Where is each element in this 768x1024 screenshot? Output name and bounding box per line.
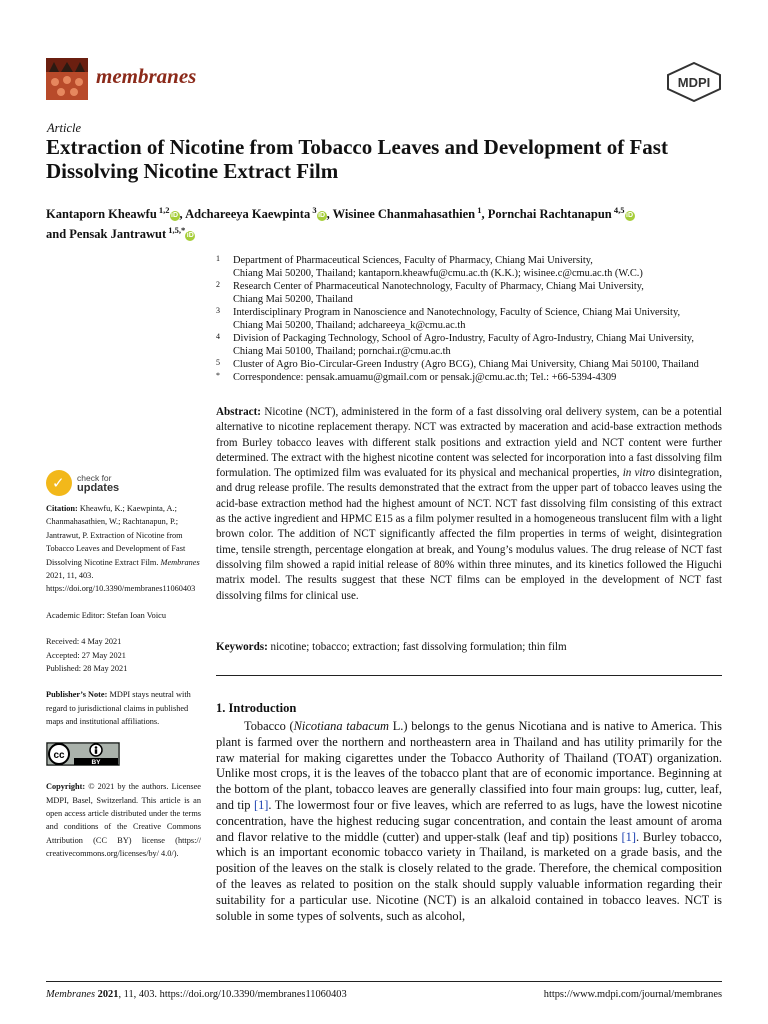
copyright-text: © 2021 by the authors. Licensee MDPI, Basel, Switzerland. This article is an open access article distributed under the terms and conditions of the Creative Commons Attribution (CC BY) license (https:// creativecommons.org/licenses/by/ 4.0/). [46,782,201,859]
author[interactable] [69,227,195,241]
author-affiliation-marker: 3 [310,205,317,215]
intro-text-3: . The lowermost four or five leaves, which are referred to as lugs, have the lowest nicotine concentration, have the highest reducing sugar concentration, and contain the least amount of aroma and flavor relative to the middle (cutter) and upper-stalk (leaf and tip) positions [216,797,723,844]
published-date: Published: 28 May 2021 [46,664,128,674]
check-updates-line2: updates [77,482,120,494]
intro-text-1: Tobacco ( [244,719,294,733]
accepted-date: Accepted: 27 May 2021 [46,650,126,660]
footer-divider [46,981,722,982]
citation-link-1[interactable]: [1] [253,797,269,812]
publisher-note [46,688,201,728]
cc-by-label: BY [91,758,101,766]
affiliation-item [216,332,726,358]
affiliation-number: * [216,371,220,380]
article-type: Article [47,121,82,135]
author-name: Adchareeya Kaewpinta [185,207,311,222]
citation-text: Kheawfu, K.; Kaewpinta, A.; Chanmahasathien, W.; Rachtanapun, P.; Jantrawut, P. Extraction of Nicotine from Tobacco Leaves and Development of Fast Dissolving Nicotine Extract Film. [46,504,186,567]
affiliation-number: 1 [216,254,220,263]
affiliation-line: Division of Packaging Technology, School of Agro-Industry, Faculty of Agro-Industry, Chiang Mai University, [233,333,695,344]
copyright-block [46,780,201,860]
author-name: Kantaporn Kheawfu [46,207,157,222]
affiliation-line: Chiang Mai 50200, Thailand; kantaporn.kheawfu@cmu.ac.th (K.K.); wisinee.c@cmu.ac.th (W.C.) [233,268,643,279]
section-divider [216,675,722,676]
author-name: Pensak Jantrawut [69,227,167,242]
affiliation-line: Department of Pharmaceutical Sciences, Faculty of Pharmacy, Chiang Mai University, [233,255,593,266]
citation-journal: Membranes [160,557,200,567]
affiliation-line: Interdisciplinary Program in Nanoscience and Nanotechnology, Faculty of Science, Chiang Mai University, [233,307,681,318]
author-affiliation-marker: 1 [475,205,482,215]
affiliations [216,254,726,384]
keywords-text: nicotine; tobacco; extraction; fast dissolving formulation; thin film [267,641,567,653]
citation-doi[interactable]: 2021, 11, 403. https://doi.org/10.3390/membranes11060403 [46,571,196,594]
abstract-text: Nicotine (NCT), administered in the form of a fast dissolving oral delivery system, can be a potential alternative to nicotine replacement therapy. NCT was extracted by maceration and acid-base extraction methods from Burley tobacco leaves with different stalk positions and extraction yield and NCT content were further determined. The extract with the highest nicotine content was selected for incorporation into a fast dissolving film formulation. The optimized film was evaluated for its physical and mechanical properties, [216,406,722,480]
check-updates-line1: check for [77,473,112,483]
orcid-icon[interactable]: iD [626,212,633,220]
affiliation-number: 4 [216,332,220,341]
affiliation-item [216,358,726,371]
keywords [216,641,722,653]
abstract-italic: in vitro [622,467,656,480]
author[interactable] [185,207,327,221]
article-info-sidebar [46,502,201,874]
author-affiliation-marker: 1,5,* [166,225,186,236]
affiliation-item [216,280,726,306]
intro-species: Nicotiana tabacum [293,719,389,733]
affiliation-line: Correspondence: pensak.amuamu@gmail.com or pensak.j@cmu.ac.th; Tel.: +66-5394-4309 [233,372,617,383]
intro-text-2: L.) belongs to the genus Nicotiana and is native to America. This plant is farmed over the northern and northeastern area in Thailand and has utility primarily for the raw material for making cigarettes under the Tobacco Authority of Thailand (TOAT) organization. Unlike most crops, it is the leaves of the tobacco plant that are of economic importance. Beginning at the bottom of the plant, tobacco leaves are generally classified into four main groups: lug, cutter, leaf, and tip [216,719,723,812]
dates-block [46,635,201,675]
author-name: Pornchai Rachtanapun [487,207,612,222]
intro-text-4: . Burley tobacco, which is an important economic tobacco variety in Thailand, is marketed on a grade basis, and the position of the leaves on the stalk is closely related to the grade. Therefore, the chemical composition of the leaves as related to position on the stalk should supply valuable information regarding their suitability for a particular use. Nicotine (NCT) is an alkaloid contained in tobacco leaves. NCT is soluble in some types of solvents, such as alcohol, [216,829,722,923]
mdpi-logo-text: MDPI [677,75,711,90]
journal-logo [46,58,88,100]
affiliation-line: Chiang Mai 50200, Thailand [233,294,353,305]
publisher-note-text: MDPI stays neutral with regard to jurisdictional claims in published maps and institutional affiliations. [46,690,191,727]
footer-citation [46,989,347,1000]
affiliation-item [216,371,726,384]
affiliation-item [216,254,726,280]
publisher-note-label: Publisher’s Note: [46,690,108,700]
citation-link-2[interactable]: [1] [621,829,636,844]
footer-journal-url[interactable]: https://www.mdpi.com/journal/membranes [543,989,722,1000]
author-list: Kantaporn Kheawfu $^{1,2}$iD , Adchareeya Kaewpinta $^3$iD , Wisinee Chanmahasathien $^1$, Pornchai Rachtanapun $^{4,5}$iD and Pensak Jantrawut $^{1,5,*}$iD [46,205,633,242]
abstract [216,405,722,604]
checkmark-icon: ✓ [52,474,65,492]
introduction-text [216,719,722,924]
affiliation-item [216,306,726,332]
citation-block [46,502,201,596]
section-heading-introduction: 1. Introduction [216,701,297,715]
affiliation-number: 5 [216,358,220,367]
orcid-icon[interactable]: iD [186,232,194,240]
abstract-text-cont: disintegration, and drug release profile. The results demonstrated that the extract from the upper part of tobacco leaves using the acid-base extraction method had the highest amount of NCT. NCT fast dissolving film consisting of this extract as the active ingredient and HPMC E15 as a film polymer resulted in a homogeneous translucent film with a light brown color. The addition of NCT significantly affected the film properties in terms of weight, disintegration time, tensile strength, percentage elongation at break, and Young’s modulus values. The drug release of NCT fast dissolving film showed a rapid initial release of 80% within three minutes, and its kinetics followed the Higuchi matrix model. The results suggest that these NCT films can be employed in the development of NCT fast dissolving films for clinical use. [216,467,722,602]
citation-label: Citation: [46,504,78,513]
orcid-icon[interactable]: iD [171,212,179,220]
cc-by-license-icon[interactable] [46,742,120,766]
author-name: Wisinee Chanmahasathien [332,207,476,222]
affiliation-line: Chiang Mai 50100, Thailand; pornchai.r@cmu.ac.th [233,346,451,357]
mdpi-logo[interactable] [666,62,722,102]
keywords-label: Keywords: [216,641,268,653]
author-affiliation-marker: 1,2 [156,205,170,215]
orcid-icon[interactable]: iD [318,212,326,220]
copyright-label: Copyright: [46,782,86,792]
affiliation-line: Chiang Mai 50200, Thailand; adchareeya_k@cmu.ac.th [233,320,466,331]
paper-title: Extraction of Nicotine from Tobacco Leaves and Development of Fast Dissolving Nicotine Extract Film [46,135,668,183]
footer-doi[interactable]: , 11, 403. https://doi.org/10.3390/membranes11060403 [118,989,347,1000]
check-for-updates-button[interactable] [46,470,156,498]
author-affiliation-marker: 4,5 [611,205,625,215]
academic-editor: Academic Editor: Stefan Ioan Voicu [46,610,166,620]
affiliation-number: 3 [216,306,220,315]
author[interactable] [46,207,180,221]
author[interactable] [333,207,482,221]
affiliation-line: Cluster of Agro Bio-Circular-Green Industry (Agro BCG), Chiang Mai University, Chiang Mai 50100, Thailand [233,359,699,370]
abstract-label: Abstract: [216,406,261,418]
footer-journal: Membranes [46,989,96,1000]
journal-name: membranes [96,64,197,88]
affiliation-line: Research Center of Pharmaceutical Nanotechnology, Faculty of Pharmacy, Chiang Mai University, [233,281,644,292]
svg-text:cc: cc [53,749,65,761]
author[interactable] [488,207,635,221]
affiliation-number: 2 [216,280,220,289]
footer-year: 2021 [95,989,119,1000]
received-date: Received: 4 May 2021 [46,637,122,647]
